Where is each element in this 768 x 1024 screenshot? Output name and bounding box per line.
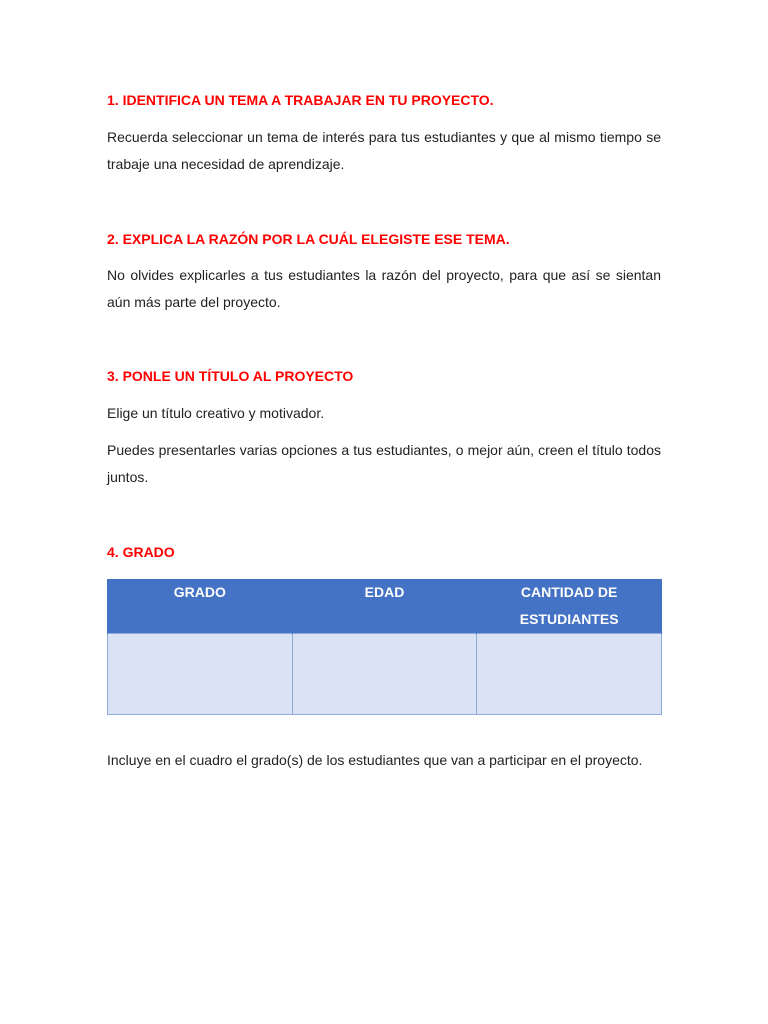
header-edad: EDAD: [292, 579, 477, 634]
section-3-heading: 3. PONLE UN TÍTULO AL PROYECTO: [107, 368, 354, 384]
grado-table-header-row: [108, 579, 662, 634]
table-row: [108, 634, 662, 715]
cell-edad[interactable]: [292, 634, 477, 715]
section-4-heading: 4. GRADO: [107, 544, 175, 560]
header-grado: GRADO: [108, 579, 293, 634]
section-1-heading: 1. IDENTIFICA UN TEMA A TRABAJAR EN TU PROYECTO.: [107, 92, 494, 108]
cell-cantidad[interactable]: [477, 634, 662, 715]
grado-table: [107, 579, 662, 715]
section-4-paragraph: Incluye en el cuadro el grado(s) de los estudiantes que van a participar en el proyecto.: [107, 752, 643, 768]
header-cantidad-estudiantes: CANTIDAD DE ESTUDIANTES: [477, 579, 662, 634]
section-3-paragraph-1: Elige un título creativo y motivador.: [107, 405, 325, 421]
section-2-heading: 2. EXPLICA LA RAZÓN POR LA CUÁL ELEGISTE ESE TEMA.: [107, 231, 510, 247]
section-3-paragraph-2: Puedes presentarles varias opciones a tus estudiantes, o mejor aún, creen el título todos juntos.: [107, 442, 661, 485]
section-2-paragraph: No olvides explicarles a tus estudiantes la razón del proyecto, para que así se sientan aún más parte del proyecto.: [107, 267, 661, 310]
section-1-paragraph: Recuerda seleccionar un tema de interés para tus estudiantes y que al mismo tiempo se trabaje una necesidad de aprendizaje.: [107, 129, 661, 172]
cell-grado[interactable]: [108, 634, 293, 715]
